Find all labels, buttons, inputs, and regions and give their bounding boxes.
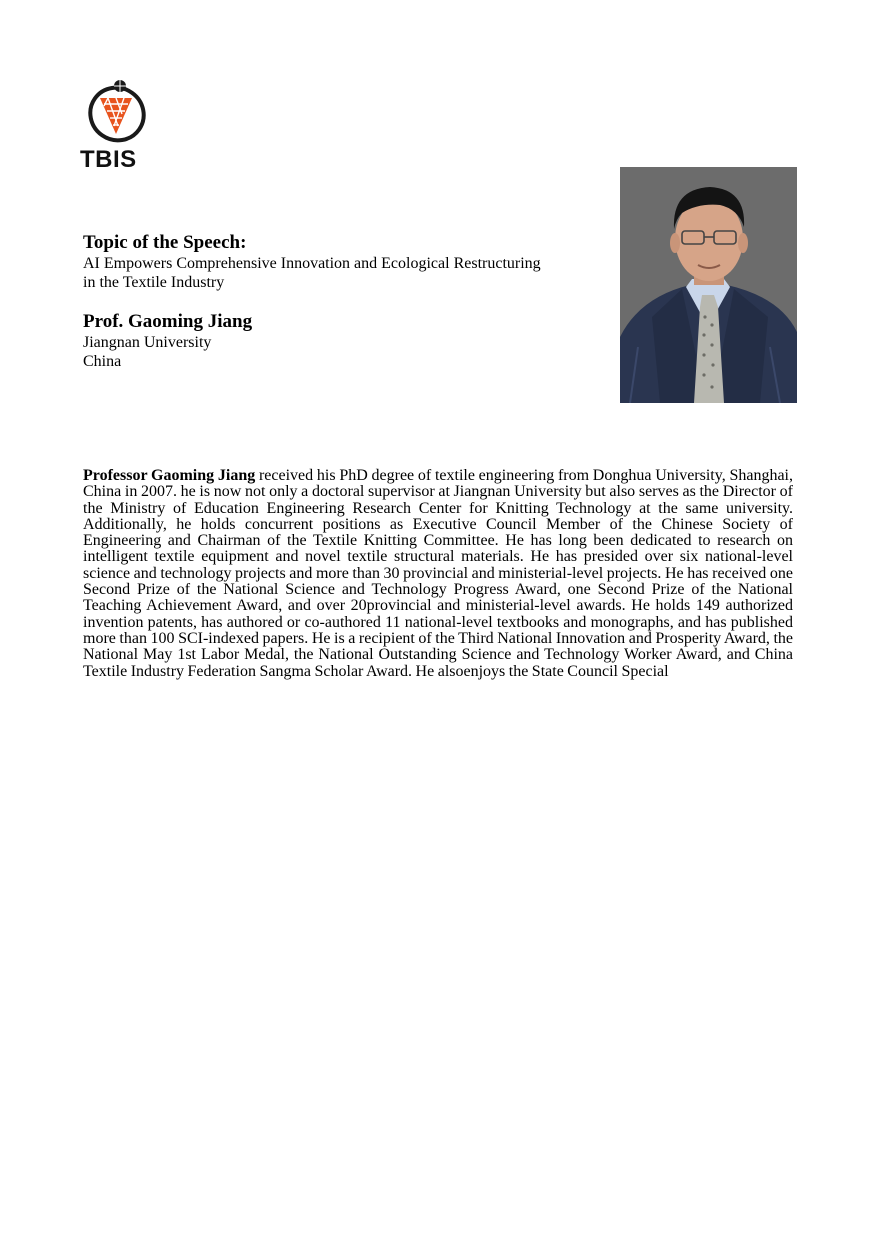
- speaker-country: China: [83, 353, 122, 370]
- speaker-biography: [83, 468, 793, 680]
- speaker-portrait-icon: [620, 167, 797, 403]
- topic-title: [83, 254, 613, 292]
- speaker-name: Prof. Gaoming Jiang: [83, 311, 253, 332]
- bio-text: received his PhD degree of textile engineering from Donghua University, Shanghai, China in 2007. he is now not only a doctoral supervisor at Jiangnan University but also serves as the Director of the Ministry of Education Engineering Research Center for Knitting Technology at the same university. Additionally, he holds concurrent positions as Executive Council Member of the Chinese Society of Engineering and Chairman of the Textile Knitting Committee. He has long been dedicated to research on intelligent textile equipment and novel textile structural materials. He has presided over six national-level science and technology projects and more than 30 provincial and ministerial-level projects. He has received one Second Prize of the National Science and Technology Progress Award, one Second Prize of the National Teaching Achievement Award, and over 20provincial and ministerial-level awards. He holds 149 authorized invention patents, has authored or co-authored 11 national-level textbooks and monographs, and has published more than 100 SCI-indexed papers. He is a recipient of the Third National Innovation and Prosperity Award, the National May 1st Labor Medal, the National Outstanding Science and Technology Worker Award, and China Textile Industry Federation Sangma Scholar Award. He alsoenjoys the State Council Special: [83, 467, 793, 680]
- globe-net-icon: [80, 76, 154, 146]
- speaker-photo: [620, 167, 797, 403]
- bio-speaker-name: Professor Gaoming Jiang: [83, 467, 256, 484]
- topic-title-line-1: AI Empowers Comprehensive Innovation and Ecological Restructuring: [83, 255, 541, 272]
- logo-text: TBIS: [80, 146, 137, 173]
- topic-title-line-2: in the Textile Industry: [83, 274, 225, 291]
- speaker-university: Jiangnan University: [83, 334, 212, 351]
- topic-heading: Topic of the Speech:: [83, 232, 247, 253]
- tbis-logo: [80, 76, 154, 174]
- speaker-affiliation: [83, 333, 211, 371]
